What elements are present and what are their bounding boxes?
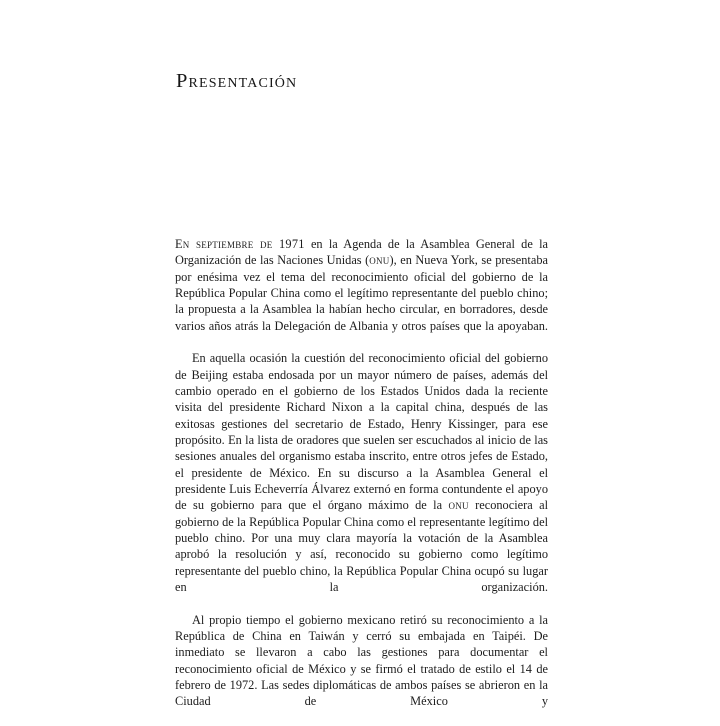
paragraph-3: Al propio tiempo el gobierno mexicano retiró su reconocimiento a la República de China en Taiwán y cerró su embajada en Taipéi. De inmediato se llevaron a cabo las gestiones para documentar el reconocimiento oficial de México y se firmó el tratado de estilo el 14 de febrero de 1972. Las sedes diplomáticas de ambos países se abrieron en la Ciudad de México y	[175, 612, 548, 709]
opening-smallcaps: En septiembre de 1971	[175, 237, 305, 251]
paragraph-1	[175, 236, 548, 350]
acronym-onu: onu	[369, 253, 390, 268]
body-text	[175, 236, 548, 726]
paragraph-2: En aquella ocasión la cuestión del reconocimiento oficial del gobierno de Beijing estaba endosada por un mayor número de países, además del cambio operado en el gobierno de los Estados Unidos dada la reciente visita del presidente Richard Nixon a la capital china, después de las exitosas gestiones del secretario de Estado, Henry Kissinger, para ese propósito. En la lista de oradores que suelen ser escuchados al inicio de las sesiones anuales del organismo estaba inscrito, entre otros jefes de Estado, el presidente de México. En su discurso a la Asamblea General el presidente Luis Echeverría Álvarez externó en forma contundente el apoyo de su gobierno para que el órgano máximo de la onu reconociera al gobierno de la República Popular China como el representante legítimo del pueblo chino. Por una muy clara mayoría la votación de la Asamblea aprobó la resolución y así, reconocido su gobierno como legítimo representante del pueblo chino, la República Popular China ocupó su lugar en la organización.	[175, 351, 549, 594]
page-title: Presentación	[176, 69, 298, 92]
paragraph-1-text: en la Agenda de la Asamblea General de la Organización de las Naciones Unidas (onu), en Nueva York, se presentaba por enésima vez el tema del reconocimiento oficial del gobierno de la República Popular China como el legítimo representante del pueblo chino; la propuesta a la Asamblea la habían hecho circular, en borradores, desde varios años atrás la Delegación de Albania y otros países que la apoyaban.	[175, 237, 548, 333]
acronym-onu: onu	[448, 498, 469, 513]
